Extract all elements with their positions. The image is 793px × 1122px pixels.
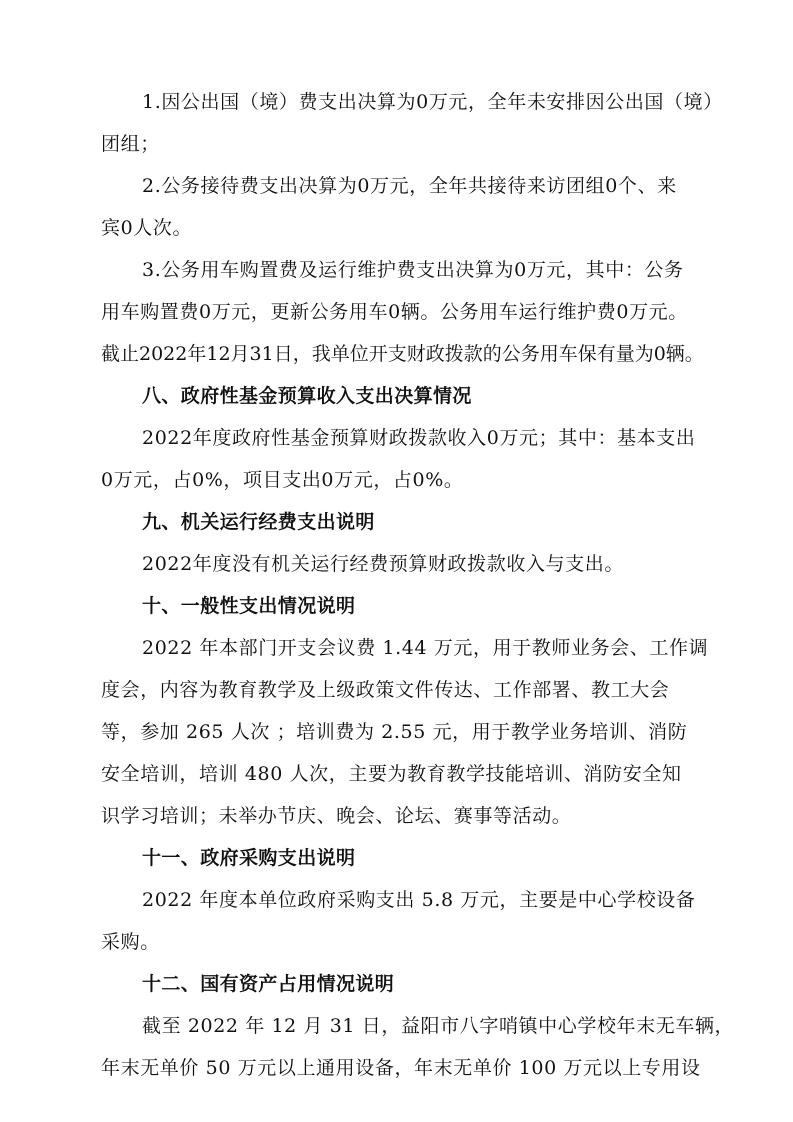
section-9-heading: 九、机关运行经费支出说明 [142,511,375,533]
paragraph-10-line-1: 2022 年本部门开支会议费 1.44 万元，用于教师业务会、工作调 [142,637,709,659]
section-11-heading: 十一、政府采购支出说明 [142,847,356,869]
paragraph-8-line-1: 2022年度政府性基金预算财政拨款收入0万元；其中：基本支出 [142,427,696,449]
paragraph-10-line-5: 识学习培训；未举办节庆、晚会、论坛、赛事等活动。 [101,805,572,827]
paragraph-3-line-3: 截止2022年12月31日，我单位开支财政拨款的公务用车保有量为0辆。 [101,343,704,365]
paragraph-8-line-2: 0万元，占0%，项目支出0万元，占0%。 [101,469,464,491]
paragraph-1-line-1: 1.因公出国（境）费支出决算为0万元，全年未安排因公出国（境） [142,91,723,113]
paragraph-9-line-1: 2022年度没有机关运行经费预算财政拨款收入与支出。 [142,553,624,575]
paragraph-10-line-2: 度会，内容为教育教学及上级政策文件传达、工作部署、教工大会 [101,679,670,701]
paragraph-3-line-1: 3.公务用车购置费及运行维护费支出决算为0万元，其中：公务 [142,259,684,281]
paragraph-11-line-1: 2022 年度本单位政府采购支出 5.8 万元，主要是中心学校设备 [142,889,696,911]
paragraph-2-line-1: 2.公务接待费支出决算为0万元，全年共接待来访团组0个、来 [142,175,677,197]
paragraph-10-line-3: 等，参加 265 人次 ；培训费为 2.55 元，用于教学业务培训、消防 [101,721,688,743]
paragraph-12-line-2: 年末无单价 50 万元以上通用设备，年末无单价 100 万元以上专用设 [101,1057,701,1079]
section-10-heading: 十、一般性支出情况说明 [142,595,356,617]
paragraph-1-line-2: 团组； [101,133,160,155]
section-12-heading: 十二、国有资产占用情况说明 [142,973,395,995]
section-8-heading: 八、政府性基金预算收入支出决算情况 [142,385,472,407]
paragraph-2-line-2: 宾0人次。 [101,217,193,239]
paragraph-10-line-4: 安全培训，培训 480 人次，主要为教育教学技能培训、消防安全知 [101,763,682,785]
paragraph-3-line-2: 用车购置费0万元，更新公务用车0辆。公务用车运行维护费0万元。 [101,301,688,323]
paragraph-12-line-1: 截至 2022 年 12 月 31 日，益阳市八字哨镇中心学校年末无车辆， [142,1015,735,1037]
paragraph-11-line-2: 采购。 [101,931,160,953]
